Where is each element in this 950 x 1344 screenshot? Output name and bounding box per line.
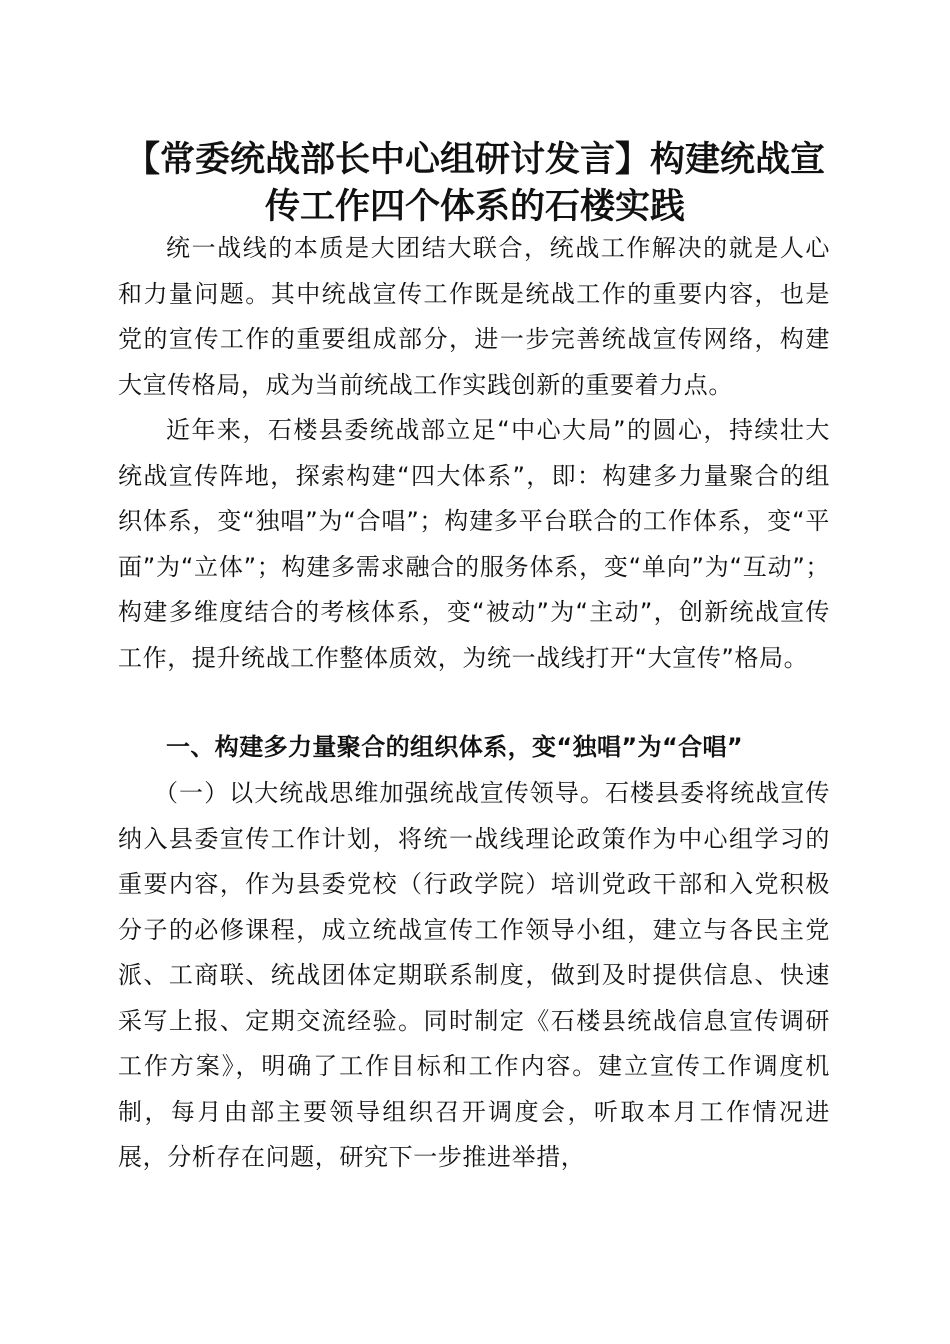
section-paragraph-1: （一）以大统战思维加强统战宣传领导。石楼县委将统战宣传纳入县委宣传工作计划，将统一战线理论政策作为中心组学习的重要内容，作为县委党校（行政学院）培训党政干部和入党积极分子的必修课程，成立统战宣传工作领导小组，建立与各民主党派、工商联、统战团体定期联系制度，做到及时提供信息、快速采写上报、定期交流经验。同时制定《石楼县统战信息宣传调研工作方案》，明确了工作目标和工作内容。建立宣传工作调度机制，每月由部主要领导组织召开调度会，听取本月工作情况进展，分析存在问题，研究下一步推进举措，: [118, 779, 830, 1171]
body-paragraph-1: 统一战线的本质是大团结大联合，统战工作解决的就是人心和力量问题。其中统战宣传工作既是统战工作的重要内容，也是党的宣传工作的重要组成部分，进一步完善统战宣传网络，构建大宣传格局，成为当前统战工作实践创新的重要着力点。: [118, 234, 830, 399]
document-title-line-2: 传工作四个体系的石楼实践: [264, 186, 685, 227]
body-paragraph-2: 近年来，石楼县委统战部立足“中心大局”的圆心，持续壮大统战宣传阵地，探索构建“四大体系”，即：构建多力量聚合的组织体系，变“独唱”为“合唱”；构建多平台联合的工作体系，变“平面”为“立体”；构建多需求融合的服务体系，变“单向”为“互动”；构建多维度结合的考核体系，变“被动”为“主动”，创新统战宣传工作，提升统战工作整体质效，为统一战线打开“大宣传”格局。: [118, 416, 830, 672]
document-title-line-1: 【常委统战部长中心组研讨发言】构建统战宣: [124, 139, 825, 180]
section-heading-1: 一、构建多力量聚合的组织体系，变“独唱”为“合唱”: [166, 733, 744, 761]
